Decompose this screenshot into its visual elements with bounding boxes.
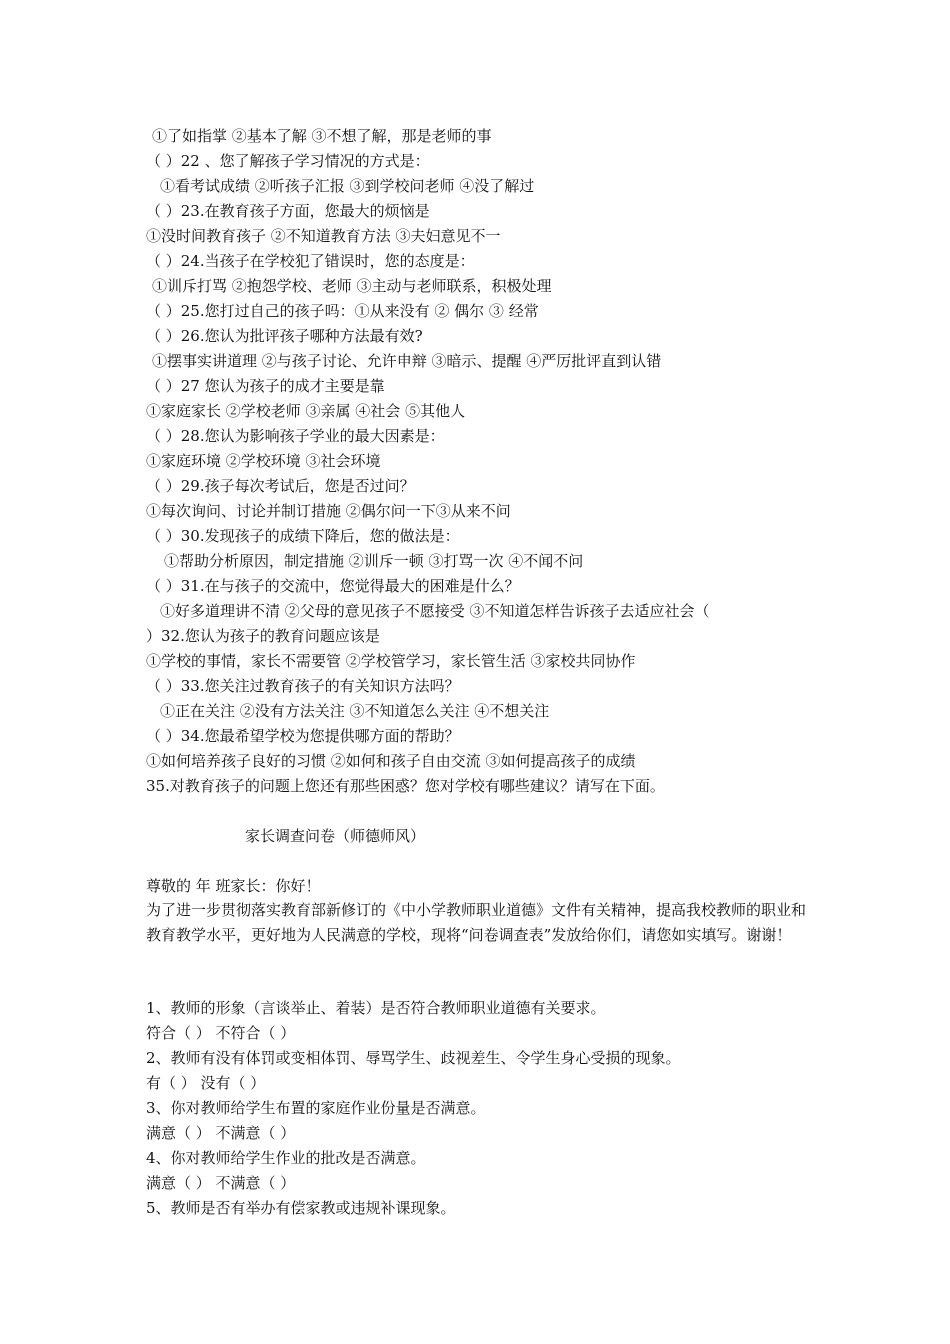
item5-question: 5、教师是否有举办有偿家教或违规补课现象。	[146, 1199, 456, 1217]
q31-question: （ ）31.在与孩子的交流中，您觉得最大的困难是什么？	[146, 577, 520, 595]
q22-question: （ ）22 、您了解孩子学习情况的方式是：	[146, 152, 430, 170]
item4-question: 4、你对教师给学生作业的批改是否满意。	[146, 1149, 426, 1167]
item3-question: 3、你对教师给学生布置的家庭作业份量是否满意。	[146, 1099, 486, 1117]
q32-question: ）32.您认为孩子的教育问题应该是	[146, 627, 380, 645]
q28-question: （ ）28.您认为影响孩子学业的最大因素是：	[146, 427, 445, 445]
greeting: 尊敬的 年 班家长：你好！	[146, 877, 321, 895]
q24-options: ①训斥打骂 ②抱怨学校、老师 ③主动与老师联系，积极处理	[152, 277, 552, 295]
q29-question: （ ）29.孩子每次考试后，您是否过问？	[146, 477, 415, 495]
item4-answer: 满意（ ） 不满意（ ）	[146, 1174, 296, 1192]
item3-answer: 满意（ ） 不满意（ ）	[146, 1124, 296, 1142]
q21-options: ①了如指掌 ②基本了解 ③不想了解，那是老师的事	[152, 127, 492, 145]
q29-options: ①每次询问、讨论并制订措施 ②偶尔问一下③从来不问	[146, 502, 511, 520]
q28-options: ①家庭环境 ②学校环境 ③社会环境	[146, 452, 381, 470]
q25-question: （ ）25.您打过自己的孩子吗：①从来没有 ② 偶尔 ③ 经常	[146, 302, 539, 320]
q23-options: ①没时间教育孩子 ②不知道教育方法 ③夫妇意见不一	[146, 227, 501, 245]
q23-question: （ ）23.在教育孩子方面，您最大的烦恼是	[146, 202, 430, 220]
q33-options: ①正在关注 ②没有方法关注 ③不知道怎么关注 ④不想关注	[160, 702, 550, 720]
q26-options: ①摆事实讲道理 ②与孩子讨论、允许申辩 ③暗示、提醒 ④严厉批评直到认错	[152, 352, 662, 370]
q27-question: （ ）27 您认为孩子的成才主要是靠	[146, 377, 385, 395]
q27-options: ①家庭家长 ②学校老师 ③亲属 ④社会 ⑤其他人	[146, 402, 466, 420]
survey-title: 家长调查问卷（师德师风）	[245, 827, 426, 845]
q35-question: 35.对教育孩子的问题上您还有那些困惑？您对学校有哪些建议？请写在下面。	[146, 777, 665, 795]
intro-paragraph: 为了进一步贯彻落实教育部新修订的《中小学教师职业道德》文件有关精神，提高我校教师的职业和教育教学水平，更好地为人民满意的学校，现将“问卷调查表”发放给你们，请您如实填写。谢谢！	[146, 901, 807, 944]
q22-options: ①看考试成绩 ②听孩子汇报 ③到学校问老师 ④没了解过	[160, 177, 535, 195]
item1-answer: 符合（ ） 不符合（ ）	[146, 1024, 296, 1042]
item2-answer: 有（ ） 没有（ ）	[146, 1074, 266, 1092]
q34-question: （ ）34.您最希望学校为您提供哪方面的帮助？	[146, 727, 460, 745]
item2-question: 2、教师有没有体罚或变相体罚、辱骂学生、歧视差生、令学生身心受损的现象。	[146, 1049, 681, 1067]
q32-options: ①学校的事情，家长不需要管 ②学校管学习，家长管生活 ③家校共同协作	[146, 652, 636, 670]
q34-options: ①如何培养孩子良好的习惯 ②如何和孩子自由交流 ③如何提高孩子的成绩	[146, 752, 636, 770]
q33-question: （ ）33.您关注过教育孩子的有关知识方法吗？	[146, 677, 460, 695]
q26-question: （ ）26.您认为批评孩子哪种方法最有效?	[146, 327, 423, 345]
item1-question: 1、教师的形象（言谈举止、着装）是否符合教师职业道德有关要求。	[146, 999, 606, 1017]
q30-question: （ ）30.发现孩子的成绩下降后，您的做法是：	[146, 527, 460, 545]
q24-question: （ ）24.当孩子在学校犯了错误时，您的态度是：	[146, 252, 475, 270]
q31-options: ①好多道理讲不清 ②父母的意见孩子不愿接受 ③不知道怎样告诉孩子去适应社会（	[160, 602, 710, 620]
q30-options: ①帮助分析原因，制定措施 ②训斥一顿 ③打骂一次 ④不闻不问	[164, 552, 584, 570]
